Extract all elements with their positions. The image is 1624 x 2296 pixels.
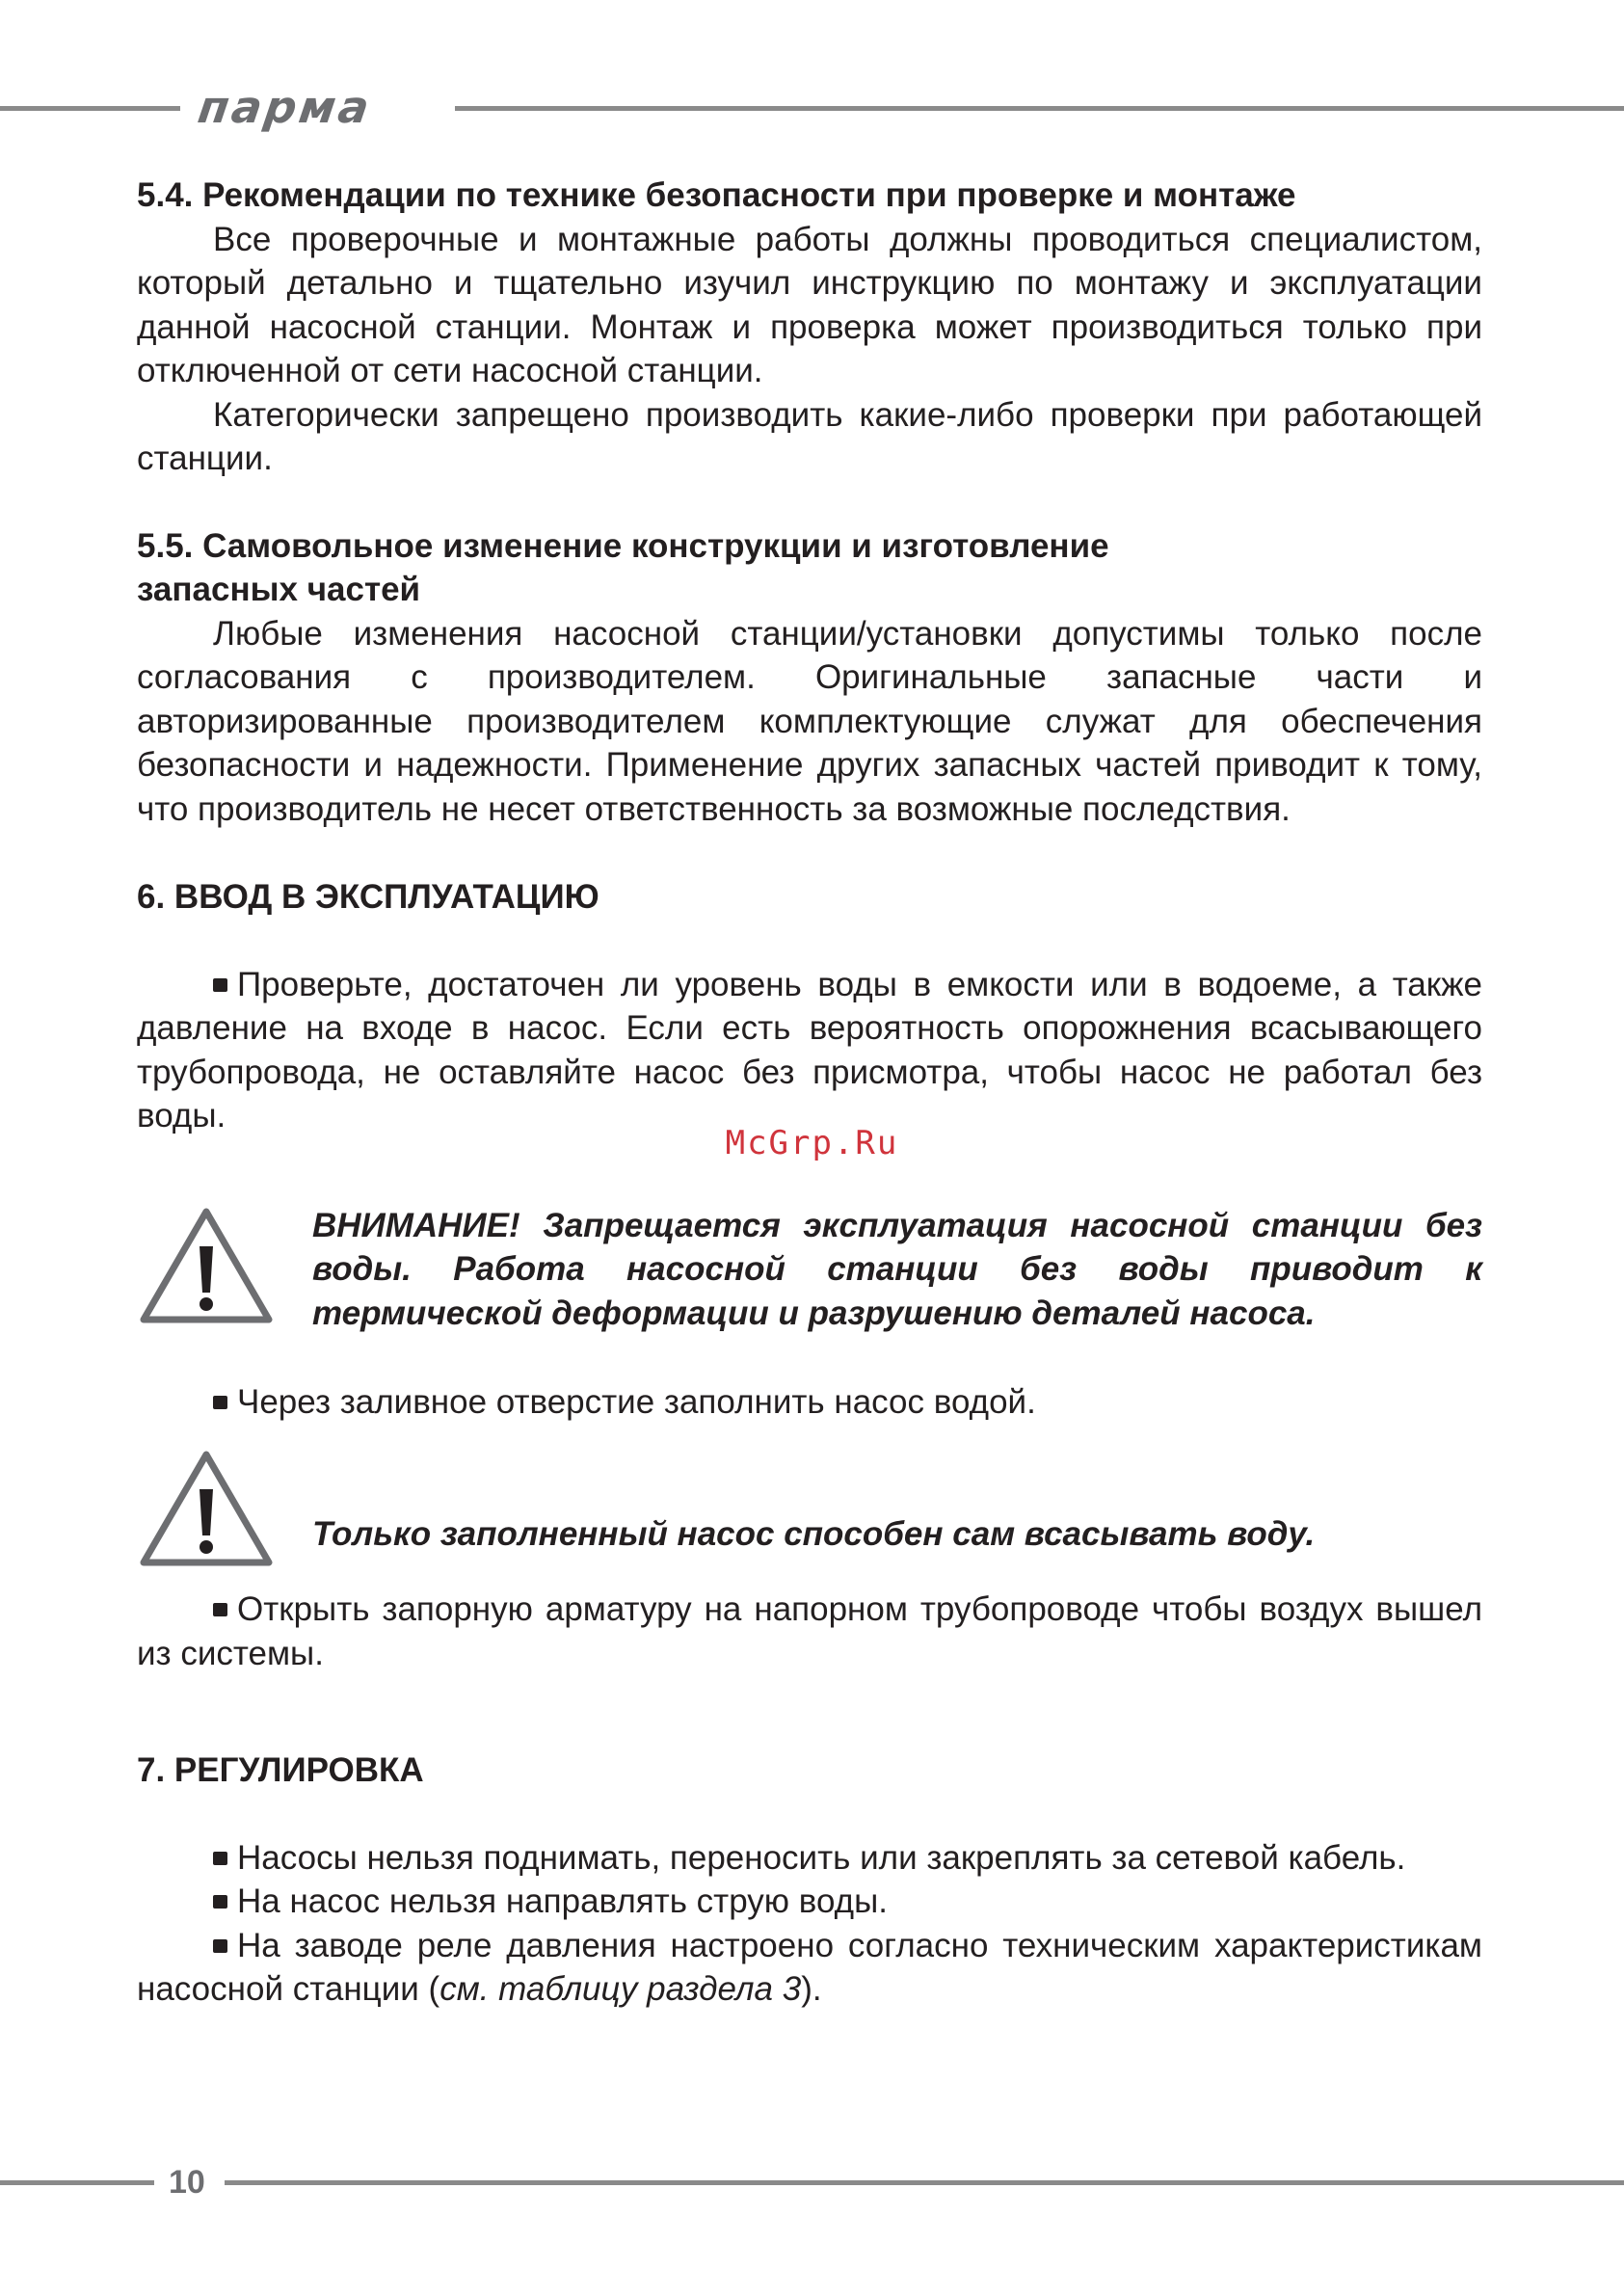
- page-footer: [0, 2163, 1624, 2202]
- section-6-bullet-1-text: Проверьте, достаточен ли уровень воды в емкости или в водоеме, а также давление на входе в насос. Если есть вероятность опорожнения всасывающего трубопровода, не оставляйте насос без присмотра, чтобы насос не работал без воды.: [137, 965, 1482, 1135]
- header-rule-left: [0, 106, 180, 111]
- warning-block-1: [137, 1204, 1482, 1339]
- section-6-bullet-2-text: Через заливное отверстие заполнить насос водой.: [237, 1382, 1036, 1421]
- watermark: McGrp.Ru: [725, 1124, 899, 1162]
- warning-text-1: ВНИМАНИЕ! Запрещается эксплуатация насосной станции без воды. Работа насосной станции без воды приводит к термической деформации и разрушению деталей насоса.: [312, 1206, 1482, 1332]
- section-6-title: 6. ВВОД В ЭКСПЛУАТАЦИЮ: [137, 878, 599, 916]
- section-7-bullet-2-text: На насос нельзя направлять струю воды.: [237, 1882, 888, 1920]
- page-content: [137, 174, 1482, 2012]
- footer-rule-right: [225, 2180, 1624, 2185]
- header-rule-right: [455, 106, 1624, 111]
- section-7-bullet-2: [137, 1880, 1482, 1924]
- section-5-4-paragraph-2: Категорически запрещено производить какие-либо проверки при работающей станции.: [137, 395, 1482, 477]
- section-5-5-title-line-2: запасных частей: [137, 571, 421, 608]
- page-header: [0, 81, 1624, 133]
- table-reference: см. таблицу раздела 3: [439, 1970, 802, 2008]
- brand-logo: парма: [195, 81, 376, 133]
- section-5-5-title-line-1: 5.5. Самовольное изменение конструкции и изготовление: [137, 526, 1109, 565]
- section-6-bullet-3: [137, 1588, 1482, 1675]
- bullet-icon: [213, 1603, 227, 1616]
- section-7-bullet-1: [137, 1836, 1482, 1881]
- section-6-bullet-1: [137, 963, 1482, 1138]
- bullet-icon: [213, 1852, 227, 1865]
- bullet-icon: [213, 1396, 227, 1409]
- section-7-bullet-1-text: Насосы нельзя поднимать, переносить или закреплять за сетевой кабель.: [237, 1838, 1406, 1877]
- warning-text-2: Только заполненный насос способен сам всасывать воду.: [312, 1515, 1316, 1553]
- page-number: 10: [169, 2164, 205, 2201]
- warning-triangle-icon: [137, 1204, 276, 1327]
- bullet-icon: [213, 978, 227, 992]
- section-7-bullet-3-end: ).: [801, 1970, 822, 2008]
- bullet-icon: [213, 1895, 227, 1909]
- section-5-4-paragraph-1: Все проверочные и монтажные работы должны проводиться специалистом, который детально и тщательно изучил инструкцию по монтажу и эксплуатации данной насосной станции. Монтаж и проверка может производиться только при отключенной от сети насосной станции.: [137, 220, 1482, 389]
- section-6-bullet-3-text: Открыть запорную арматуру на напорном трубопроводе чтобы воздух вышел из системы.: [137, 1590, 1482, 1672]
- warning-triangle-icon: [137, 1447, 276, 1570]
- section-7-title: 7. РЕГУЛИРОВКА: [137, 1751, 424, 1789]
- section-6-bullet-2: [137, 1380, 1482, 1425]
- section-7-bullet-3-text: На заводе реле давления настроено согласно техническим характеристикам насосной станции (: [137, 1926, 1482, 2008]
- bullet-icon: [213, 1939, 227, 1953]
- section-5-5-paragraph-1: Любые изменения насосной станции/установки допустимы только после согласования с производителем. Оригинальные запасные части и авторизированные производителем комплектующие служат для обеспечения безопасности и надежности. Применение других запасных частей приводит к тому, что производитель не несет ответственность за возможные последствия.: [137, 614, 1482, 828]
- section-5-4-title: 5.4. Рекомендации по технике безопасности при проверке и монтаже: [137, 176, 1296, 214]
- warning-block-2: [137, 1447, 1482, 1574]
- footer-rule-left: [0, 2180, 154, 2185]
- section-7-bullet-3: [137, 1924, 1482, 2012]
